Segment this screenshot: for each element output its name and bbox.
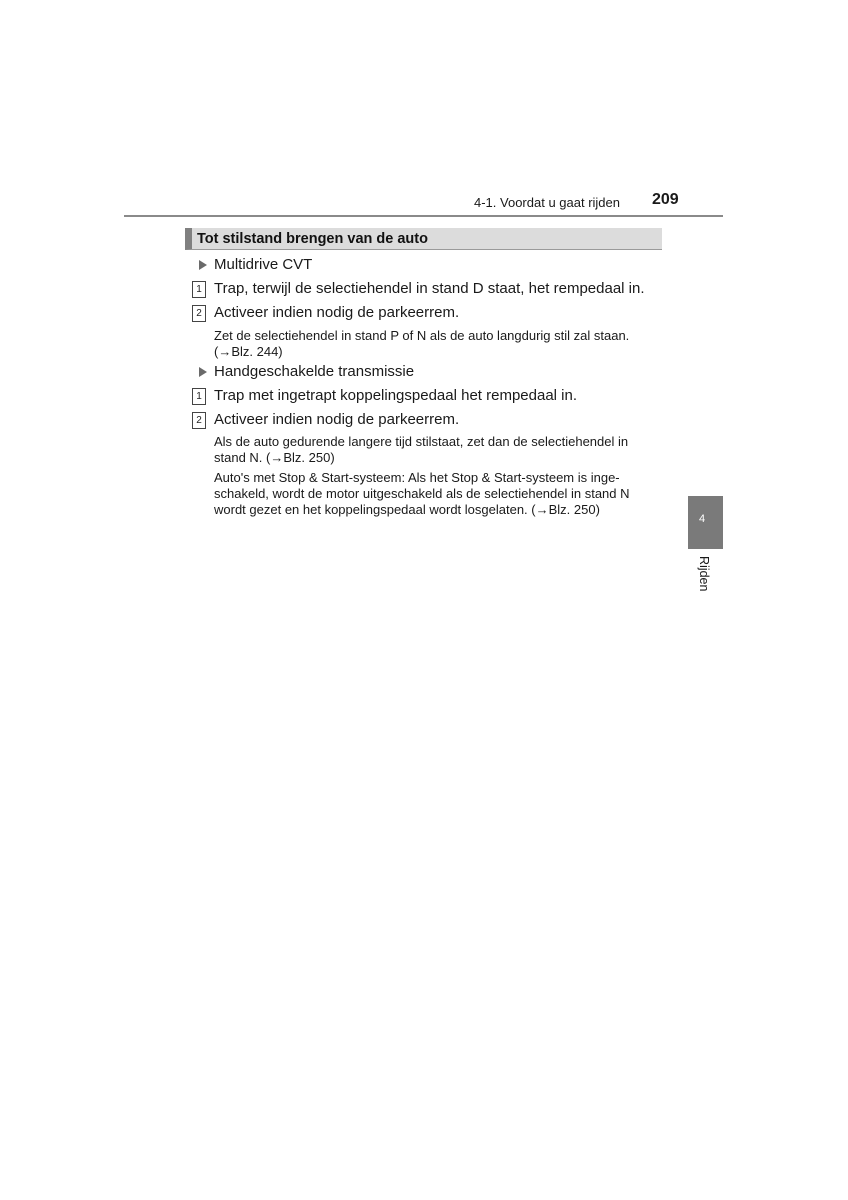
manual-note-line: stand N. (→Blz. 250) [214,450,335,465]
triangle-bullet-icon [199,260,207,270]
manual-note-2 [214,470,658,518]
subheading-cvt: Multidrive CVT [214,256,313,273]
header-divider [124,215,723,217]
subheading-manual: Handgeschakelde transmissie [214,363,415,380]
section-heading-text: Tot stilstand brengen van de auto [197,231,428,247]
section-heading [185,228,662,250]
manual-step-2: Activeer indien nodig de parkeerrem. [214,411,460,428]
manual-note-line: wordt gezet en het koppelingspedaal wordt losgelaten. (→Blz. 250) [214,502,600,517]
manual-note-line: Auto's met Stop & Start-systeem: Als het Stop & Start-systeem is inge- [214,470,620,485]
manual-note-line: schakeld, wordt de motor uitgeschakeld als de selectiehendel in stand N [214,486,630,501]
chapter-title: 4-1. Voordat u gaat rijden [474,195,620,210]
page-number: 209 [652,191,679,208]
cvt-step-1: Trap, terwijl de selectiehendel in stand D staat, het rempedaal in. [214,280,645,297]
manual-note-line: Als de auto gedurende langere tijd stilstaat, zet dan de selectiehendel in [214,434,629,449]
triangle-bullet-icon [199,367,207,377]
chapter-tab [688,496,723,549]
chapter-tab-number: 4 [699,513,706,525]
step-number-box: 1 [192,281,206,298]
step-number-box: 2 [192,305,206,322]
step-number-box: 2 [192,412,206,429]
cvt-note-line: (→Blz. 244) [214,344,283,359]
cvt-step-2: Activeer indien nodig de parkeerrem. [214,304,460,321]
step-number-box: 1 [192,388,206,405]
cvt-note-line: Zet de selectiehendel in stand P of N als de auto langdurig stil zal staan. [214,328,630,343]
chapter-tab-label: Rijden [697,556,711,592]
manual-note-1 [214,434,658,466]
cvt-note [214,328,658,360]
manual-step-1: Trap met ingetrapt koppelingspedaal het rempedaal in. [214,387,578,404]
